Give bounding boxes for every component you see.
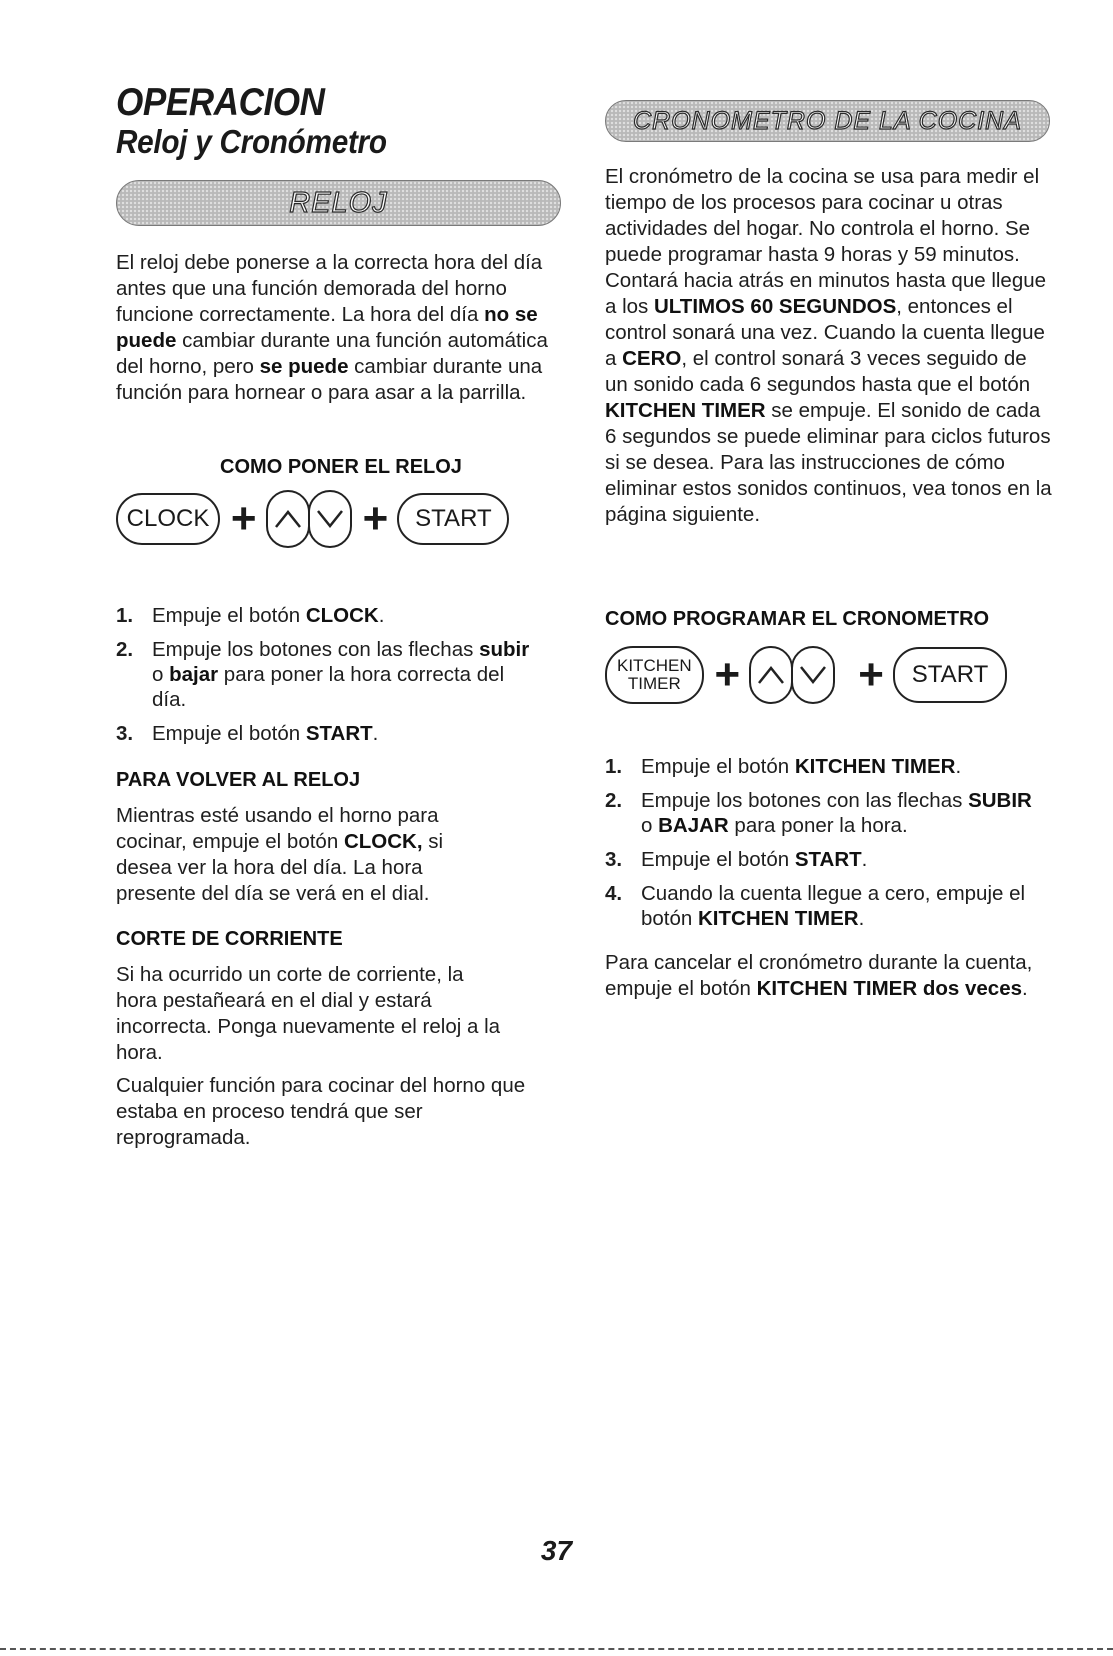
text-run: Empuje el botón xyxy=(152,604,306,627)
list-item xyxy=(605,788,1045,838)
start-key xyxy=(397,493,509,545)
text-run: para poner la hora correcta del día. xyxy=(152,663,505,711)
step-number: 3. xyxy=(605,848,623,871)
chevron-up-icon xyxy=(756,664,786,686)
text-run: , el control sonará 3 veces seguido de un sonido cada 6 segundos hasta que el botón xyxy=(605,347,1031,396)
text-run: . xyxy=(378,604,385,627)
bold-text: CLOCK xyxy=(305,604,379,627)
power-outage-text: Si ha ocurrido un corte de corriente, la hora pestañeará en el dial y estará incorrecta. Ponga nuevamente el reloj a la hora. xyxy=(116,963,501,1064)
bold-text: BAJAR xyxy=(658,814,729,837)
return-clock-heading: PARA VOLVER AL RELOJ xyxy=(116,769,361,791)
bold-text: KITCHEN TIMER xyxy=(698,907,859,930)
list-item xyxy=(116,603,536,628)
bold-text: ULTIMOS 60 SEGUNDOS xyxy=(654,295,897,318)
bold-text: KITCHEN TIMER xyxy=(605,399,766,422)
reloj-intro xyxy=(116,250,566,406)
bold-text: bajar xyxy=(169,663,219,686)
plus-sign: + xyxy=(230,494,256,543)
page-number: 37 xyxy=(540,1535,573,1566)
bold-text: KITCHEN TIMER dos veces xyxy=(756,977,1022,1000)
cronometro-banner-label: CRONOMETRO DE LA COCINA xyxy=(633,106,1022,135)
text-run: Empuje el botón xyxy=(641,755,795,778)
text-run: Empuje los botones con las flechas xyxy=(641,789,969,812)
up-arrow-key xyxy=(749,646,793,704)
section-subtitle: Reloj y Cronómetro xyxy=(116,123,387,160)
text-run: , entonces el control sonará una vez. Cuando la cuenta llegue a xyxy=(605,295,1045,370)
text-run: Empuje el botón xyxy=(641,848,795,871)
down-arrow-key xyxy=(308,490,352,548)
kitchen-timer-key-line2: TIMER xyxy=(627,674,681,693)
bold-text: KITCHEN TIMER xyxy=(794,755,956,778)
section-title: OPERACION xyxy=(116,81,325,124)
step-number: 2. xyxy=(605,789,623,812)
text-run: . xyxy=(1022,977,1028,1000)
bold-text: CLOCK, xyxy=(343,830,423,853)
start-key-label: START xyxy=(415,505,492,532)
up-arrow-key xyxy=(266,490,310,548)
text-run: para poner la hora. xyxy=(728,814,908,837)
set-clock-key-sequence xyxy=(116,490,509,548)
text-run: El reloj debe ponerse a la correcta hora del día antes que una función demorada del horno funcione correctamente. La hora del día xyxy=(116,251,543,326)
text-run: cambiar durante una función para hornear o para asar a la parrilla. xyxy=(116,355,543,404)
text-run: Empuje el botón xyxy=(152,722,306,745)
step-number: 1. xyxy=(605,755,623,778)
text-run: Mientras esté usando el horno para cocinar, empuje el botón xyxy=(116,804,439,853)
bold-text: subir xyxy=(479,638,530,661)
text-run: . xyxy=(372,722,379,745)
text-run: se empuje. El sonido de cada 6 segundos se puede eliminar para ciclos futuros si se desea. Para las instrucciones de cómo eliminar estos sonidos continuos, vea tonos en la página siguiente. xyxy=(605,399,1052,526)
footer-divider xyxy=(0,1648,1113,1650)
step-number: 2. xyxy=(116,638,134,661)
program-timer-steps xyxy=(605,754,1045,940)
start-key xyxy=(893,647,1007,703)
step-number: 4. xyxy=(605,882,623,905)
text-run: El cronómetro de la cocina se usa para medir el tiempo de los procesos para cocinar u otras actividades del hogar. No controla el horno. Se puede programar hasta 9 horas y 59 minutos. Contará hacia atrás en minutos hasta que llegue a los xyxy=(605,165,1047,318)
text-run: o xyxy=(152,663,170,686)
return-clock-text xyxy=(116,803,496,907)
kitchen-timer-key xyxy=(605,646,704,704)
list-item xyxy=(605,847,1045,872)
chevron-down-icon xyxy=(315,508,345,530)
clock-key xyxy=(116,493,220,545)
cronometro-banner xyxy=(605,100,1050,142)
list-item xyxy=(605,881,1045,931)
text-run: Para cancelar el cronómetro durante la cuenta, empuje el botón xyxy=(605,951,1033,1000)
kitchen-timer-key-line1: KITCHEN xyxy=(617,656,692,675)
cronometro-intro xyxy=(605,164,1055,528)
bold-text: se puede xyxy=(259,355,349,378)
bold-text: START xyxy=(794,848,862,871)
set-clock-steps xyxy=(116,603,536,755)
plus-sign: + xyxy=(857,650,884,699)
text-run: Empuje los botones con las flechas xyxy=(152,638,480,661)
text-run: cambiar durante una función automática del horno, pero xyxy=(116,329,548,378)
chevron-up-icon xyxy=(273,508,303,530)
reloj-banner xyxy=(116,180,561,226)
start-key-label: START xyxy=(911,661,989,688)
down-arrow-key xyxy=(791,646,835,704)
program-timer-key-sequence xyxy=(605,646,1007,704)
step-number: 3. xyxy=(116,722,134,745)
bold-text: no se puede xyxy=(116,303,538,352)
text-run: . xyxy=(858,907,865,930)
text-run: si desea ver la hora del día. La hora presente del día se verá en el dial. xyxy=(116,830,444,905)
bold-text: CERO xyxy=(622,347,682,370)
set-clock-heading: COMO PONER EL RELOJ xyxy=(220,456,462,478)
list-item xyxy=(116,637,536,712)
clock-key-label: CLOCK xyxy=(126,505,210,532)
program-timer-heading: COMO PROGRAMAR EL CRONOMETRO xyxy=(605,608,990,630)
text-run: . xyxy=(861,848,868,871)
list-item xyxy=(116,721,536,746)
bold-text: SUBIR xyxy=(968,789,1032,812)
text-run: o xyxy=(641,814,659,837)
cancel-timer-text xyxy=(605,950,1045,1002)
power-outage-heading: CORTE DE CORRIENTE xyxy=(116,928,343,950)
bold-text: START xyxy=(305,722,373,745)
chevron-down-icon xyxy=(798,664,828,686)
step-number: 1. xyxy=(116,604,134,627)
text-run: . xyxy=(955,755,962,778)
list-item xyxy=(605,754,1045,779)
reloj-banner-label: RELOJ xyxy=(289,186,388,219)
reprogram-text: Cualquier función para cocinar del horno que estaba en proceso tendrá que ser reprogramada. xyxy=(116,1074,526,1149)
plus-sign: + xyxy=(713,650,740,699)
plus-sign: + xyxy=(361,494,388,543)
text-run: Cuando la cuenta llegue a cero, empuje el botón xyxy=(641,882,1026,930)
